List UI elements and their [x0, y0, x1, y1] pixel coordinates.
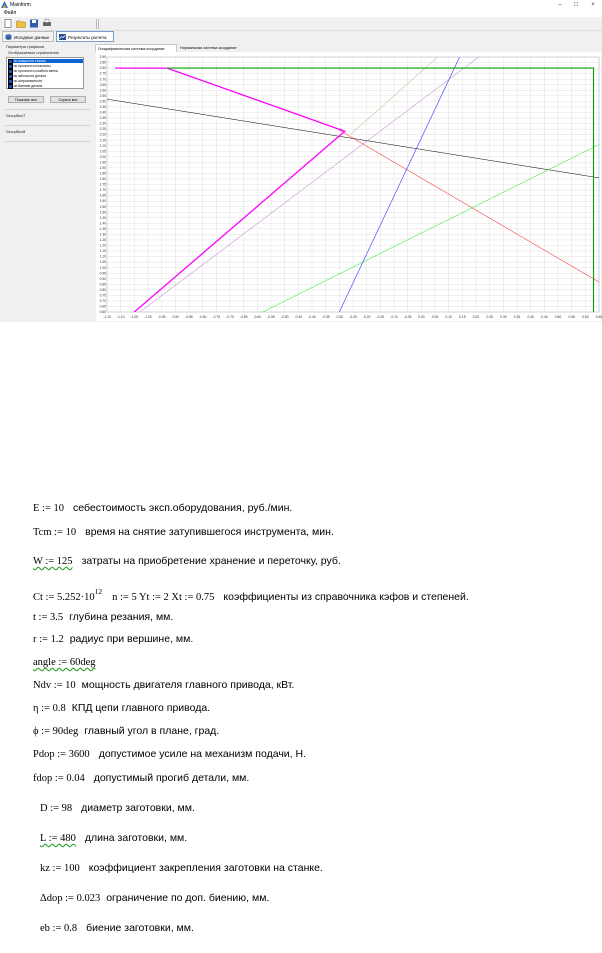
- app-logo-icon: [1, 1, 8, 8]
- doc-line-r: r := 1.2 радиус при вершине, мм.: [33, 633, 194, 645]
- doc-line-pdop: Pdop := 3600 допустимое усиле на механизм подачи, Н.: [33, 748, 307, 760]
- y-tick-label: 0.65: [99, 304, 106, 309]
- doc-line-deltadop: Δdop := 0.023 ограничение по доп. биению, мм.: [40, 892, 270, 904]
- new-icon[interactable]: [3, 19, 13, 28]
- x-tick-label: -0.50: [280, 315, 289, 319]
- menu-file[interactable]: Файл: [4, 10, 17, 16]
- chart-icon: [59, 34, 66, 40]
- y-tick-label: 2.45: [99, 104, 106, 109]
- constraints-chart: [96, 52, 601, 321]
- x-tick-label: 0.60: [582, 315, 589, 319]
- x-tick-label: -0.30: [335, 315, 344, 319]
- y-tick-label: 2.10: [99, 143, 106, 148]
- toolbar-separator: [96, 19, 97, 29]
- doc-line-fdop: fdop := 0.04 допустимый прогиб детали, мм.: [33, 772, 250, 784]
- mathcad-document: [0, 482, 602, 953]
- doc-line-d: D := 98 диаметр заготовки, мм.: [40, 802, 195, 814]
- minimize-button[interactable]: –: [558, 2, 562, 8]
- hide-all-button[interactable]: Скрыть все: [50, 96, 86, 103]
- coordinate-tabs: [95, 44, 600, 52]
- y-tick-label: 1.90: [99, 165, 106, 170]
- open-folder-icon[interactable]: [16, 19, 26, 28]
- x-tick-label: -0.55: [267, 315, 275, 319]
- y-tick-label: 1.05: [99, 260, 106, 265]
- divider: [5, 141, 90, 142]
- x-tick-label: -0.10: [390, 315, 398, 319]
- doc-line-angle: angle := 60deg: [33, 657, 96, 668]
- x-tick-label: 0.30: [500, 315, 507, 319]
- y-tick-label: 2.20: [99, 132, 106, 137]
- y-tick-label: 2.15: [99, 138, 106, 143]
- x-tick-label: 0.10: [445, 315, 452, 319]
- x-tick-label: -0.65: [239, 315, 248, 319]
- y-tick-label: 0.85: [99, 282, 106, 287]
- checkbox[interactable]: [8, 79, 13, 84]
- x-tick-label: -0.90: [171, 315, 180, 319]
- y-tick-label: 2.60: [99, 88, 106, 93]
- divider: [5, 125, 90, 126]
- checkbox[interactable]: [8, 64, 13, 69]
- show-all-button[interactable]: Показать все: [8, 96, 44, 103]
- x-tick-label: -0.05: [403, 315, 412, 319]
- groupbox7-title: GroupBox7: [6, 114, 26, 118]
- tab-results[interactable]: Результаты расчета: [56, 31, 114, 42]
- y-tick-label: 2.00: [99, 154, 106, 159]
- y-tick-label: 2.90: [99, 55, 106, 60]
- y-tick-label: 0.70: [99, 299, 106, 304]
- doc-line-ndv: Ndv := 10 мощность двигателя главного привода, кВт.: [33, 679, 295, 691]
- list-item[interactable]: по прочности слабого звена: [8, 69, 83, 73]
- doc-line-t: t := 3.5 глубина резания, мм.: [33, 611, 174, 623]
- doc-line-tcm: Tcm := 10 время на снятие затупившегося инструмента, мин.: [33, 526, 334, 538]
- y-tick-label: 1.00: [99, 265, 106, 270]
- groupbox8-title: GroupBox8: [6, 130, 26, 134]
- y-tick-label: 1.10: [99, 254, 106, 259]
- y-tick-label: 0.90: [99, 276, 106, 281]
- doc-line-eb: eb := 0.8 биение заготовки, мм.: [40, 922, 194, 934]
- y-tick-label: 1.50: [99, 210, 106, 215]
- x-tick-label: -1.10: [116, 315, 125, 319]
- database-icon: [5, 34, 12, 40]
- list-item[interactable]: по шероховатости: [8, 79, 83, 83]
- doc-line-e: E := 10 себестоимость эксп.оборудования, руб./мин.: [33, 502, 293, 514]
- y-tick-label: 1.55: [99, 204, 106, 209]
- toolbar: [0, 17, 602, 31]
- x-tick-label: -0.45: [294, 315, 303, 319]
- doc-line-phi: ϕ := 90deg главный угол в плане, град.: [33, 725, 220, 737]
- doc-line-kz: kz := 100 коэффициент закрепления заготовки на станке.: [40, 862, 323, 874]
- y-tick-label: 1.80: [99, 177, 106, 182]
- y-tick-label: 2.30: [99, 121, 106, 126]
- x-tick-label: -0.40: [308, 315, 316, 319]
- y-tick-label: 2.65: [99, 82, 106, 87]
- list-item[interactable]: по жёсткости детали: [8, 74, 83, 78]
- checkbox[interactable]: [8, 59, 13, 64]
- x-tick-label: 0.55: [568, 315, 575, 319]
- x-tick-label: -0.75: [212, 315, 221, 319]
- menu-bar: [0, 9, 602, 17]
- x-tick-label: -0.60: [253, 315, 262, 319]
- y-tick-label: 2.35: [99, 116, 106, 121]
- y-tick-label: 2.25: [99, 127, 106, 132]
- x-tick-label: -1.00: [144, 315, 152, 319]
- y-tick-label: 1.30: [99, 232, 106, 237]
- x-tick-label: -0.95: [157, 315, 166, 319]
- x-tick-label: -0.80: [198, 315, 207, 319]
- divider: [5, 109, 90, 110]
- y-tick-label: 2.50: [99, 99, 106, 104]
- x-tick-label: 0.35: [513, 315, 521, 319]
- maximize-button[interactable]: □: [574, 2, 578, 8]
- doc-line-l: L := 480 длина заготовки, мм.: [40, 832, 188, 844]
- chart-area: [96, 52, 601, 321]
- y-tick-label: 1.75: [99, 182, 106, 187]
- y-tick-label: 2.40: [99, 110, 106, 115]
- y-tick-label: 2.80: [99, 66, 106, 71]
- x-tick-label: -0.35: [321, 315, 330, 319]
- x-tick-label: 0.05: [431, 315, 439, 319]
- x-tick-label: -1.05: [130, 315, 139, 319]
- y-tick-label: 2.05: [99, 149, 106, 154]
- y-tick-label: 1.65: [99, 193, 106, 198]
- x-tick-label: -0.70: [226, 315, 234, 319]
- print-icon[interactable]: [42, 19, 52, 28]
- x-tick-label: 0.40: [527, 315, 534, 319]
- y-tick-label: 1.15: [99, 249, 106, 254]
- checkbox[interactable]: [8, 69, 13, 74]
- y-tick-label: 1.35: [99, 226, 106, 231]
- y-tick-label: 1.25: [99, 238, 106, 243]
- blank-area: [0, 322, 602, 482]
- doc-line-ct: Ct := $5.252\cdot 10^{12}n$ := 5 Yt := 2 Xt := 0.75 коэффициенты из справочника кэфов и степеней.: [33, 587, 469, 603]
- y-tick-label: 1.85: [99, 171, 106, 176]
- checkbox[interactable]: [8, 74, 13, 79]
- x-tick-label: 0.50: [554, 315, 562, 319]
- x-tick-label: 0.20: [472, 315, 480, 319]
- toolbar-separator: [98, 19, 99, 29]
- x-tick-label: -0.20: [362, 315, 371, 319]
- list-item[interactable]: по мощности станка: [8, 59, 83, 63]
- y-tick-label: 0.95: [99, 271, 106, 276]
- tab-log-coordinates[interactable]: Логарифмическая система координат: [95, 44, 177, 52]
- tab-normal-coordinates[interactable]: Нормальная система координат: [180, 46, 237, 50]
- checkbox[interactable]: [8, 84, 13, 89]
- y-tick-label: 1.40: [99, 221, 106, 226]
- list-item[interactable]: по прочности пластины: [8, 64, 83, 68]
- app-window: [0, 0, 602, 322]
- y-tick-label: 0.75: [99, 293, 106, 298]
- x-tick-label: -1.15: [103, 315, 111, 319]
- save-icon[interactable]: [29, 19, 39, 28]
- constraints-checklist[interactable]: [6, 57, 84, 89]
- x-tick-label: 0.25: [486, 315, 493, 319]
- y-tick-label: 1.60: [99, 199, 106, 204]
- doc-line-eta: η := 0.8 КПД цепи главного привода.: [33, 702, 211, 714]
- x-tick-label: 0.65: [595, 315, 602, 319]
- tab-source-data[interactable]: Исходные данные: [2, 31, 54, 42]
- x-tick-label: -0.25: [349, 315, 357, 319]
- x-tick-label: -0.85: [185, 315, 193, 319]
- y-tick-label: 0.80: [99, 287, 106, 292]
- y-tick-label: 1.70: [99, 188, 106, 193]
- y-tick-label: 1.20: [99, 243, 106, 248]
- x-tick-label: 0.45: [541, 315, 548, 319]
- params-group-title: Параметры графиков: [6, 45, 44, 49]
- y-tick-label: 2.55: [99, 93, 106, 98]
- y-tick-label: 2.75: [99, 71, 106, 76]
- close-button[interactable]: ×: [591, 2, 595, 8]
- y-tick-label: 1.95: [99, 160, 106, 165]
- doc-line-w: W := 125 затраты на приобретение хранение и переточку, руб.: [33, 555, 341, 567]
- constraints-list-title: Отображаемые ограничения: [8, 51, 59, 55]
- x-tick-label: 0.00: [418, 315, 425, 319]
- x-tick-label: 0.15: [459, 315, 466, 319]
- main-tabs: [0, 30, 602, 43]
- window-title: Mainform: [10, 2, 31, 8]
- y-tick-label: 0.60: [99, 310, 106, 315]
- x-tick-label: -0.15: [376, 315, 385, 319]
- y-tick-label: 2.85: [99, 60, 106, 65]
- y-tick-label: 1.45: [99, 215, 106, 220]
- list-item[interactable]: по биению детали: [8, 84, 83, 88]
- y-tick-label: 2.70: [99, 77, 106, 82]
